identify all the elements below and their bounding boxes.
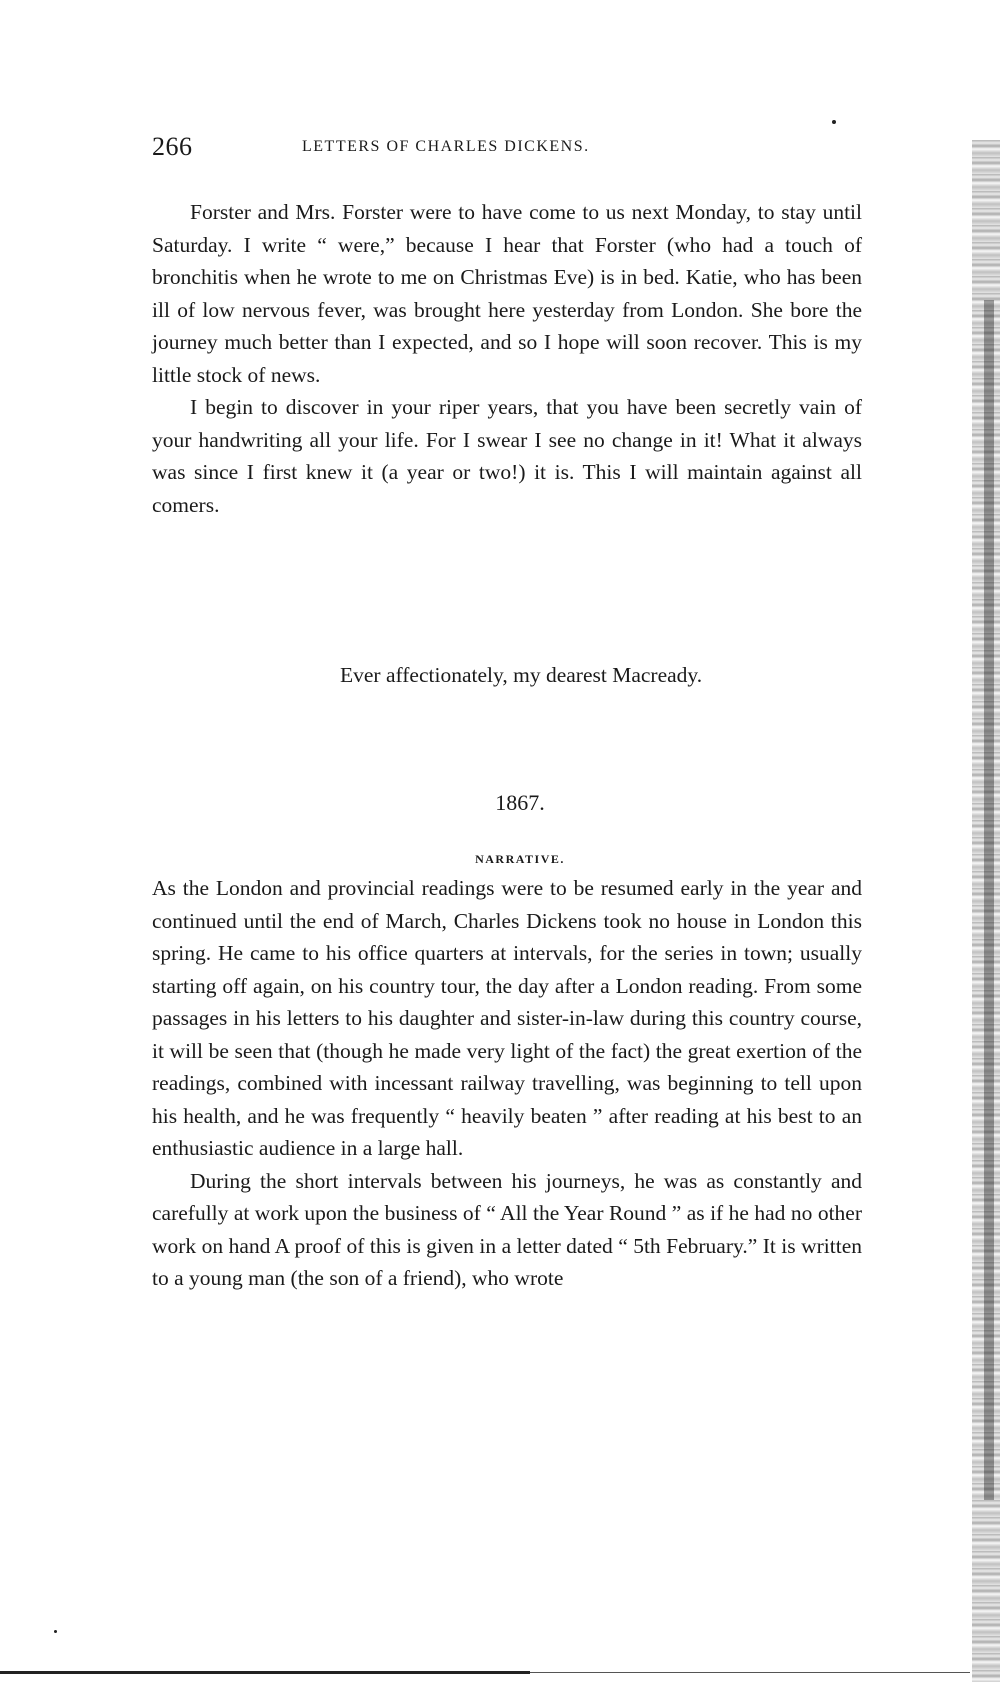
- narrative-paragraph: As the London and provincial readings were to be resumed early in the year and continued until the end of March, Charles Dickens took no house in London this spring. He came to his office quarters at intervals, for the series in town; usually starting off again, on his country tour, the day after a London reading. From some passages in his letters to his daughter and sister-in-law during this country course, it will be seen that (though he made very light of the fact) the great exertion of the readings, combined with incessant railway travelling, was beginning to tell upon his health, and he was frequently “ heavily beaten ” after reading at his best to an enthusiastic audience in a large hall.: [152, 876, 862, 1160]
- running-head: [152, 132, 862, 172]
- ink-speck: [54, 1630, 57, 1633]
- page-number: 266: [152, 132, 193, 161]
- section-label: NARRATIVE.: [475, 852, 565, 866]
- running-title: LETTERS OF CHARLES DICKENS.: [302, 138, 590, 155]
- scan-bottom-edge-thin: [530, 1672, 970, 1673]
- scan-edge-shadow: [984, 300, 994, 1500]
- letter-paragraph: I begin to discover in your riper years, that you have been secretly vain of your handwriting all your life. For I swear I see no change in it! What it always was since I first knew it (a year or two!) it is. This I will maintain against all comers.: [152, 395, 862, 517]
- section-year: 1867.: [495, 790, 545, 815]
- scan-bottom-edge: [0, 1671, 530, 1674]
- narrative-body: [152, 872, 862, 1295]
- narrative-paragraph: During the short intervals between his journeys, he was as constantly and carefully at work upon the business of “ All the Year Round ” as if he had no other work on hand A proof of this is given in a letter dated “ 5th February.” It is written to a young man (the son of a friend), who wrote: [152, 1168, 862, 1290]
- letter-paragraph: Forster and Mrs. Forster were to have come to us next Monday, to stay until Saturday. I write “ were,” because I hear that Forster (who had a touch of bronchitis when he wrote to me on Christmas Eve) is in bed. Katie, who has been ill of low nervous fever, was brought here yesterday from London. She bore the journey much better than I expected, and so I hope will soon recover. This is my little stock of news.: [152, 200, 862, 387]
- letter-closing: Ever affectionately, my dearest Macready.: [340, 663, 703, 687]
- letter-body: [152, 196, 862, 521]
- ink-speck: [832, 120, 836, 124]
